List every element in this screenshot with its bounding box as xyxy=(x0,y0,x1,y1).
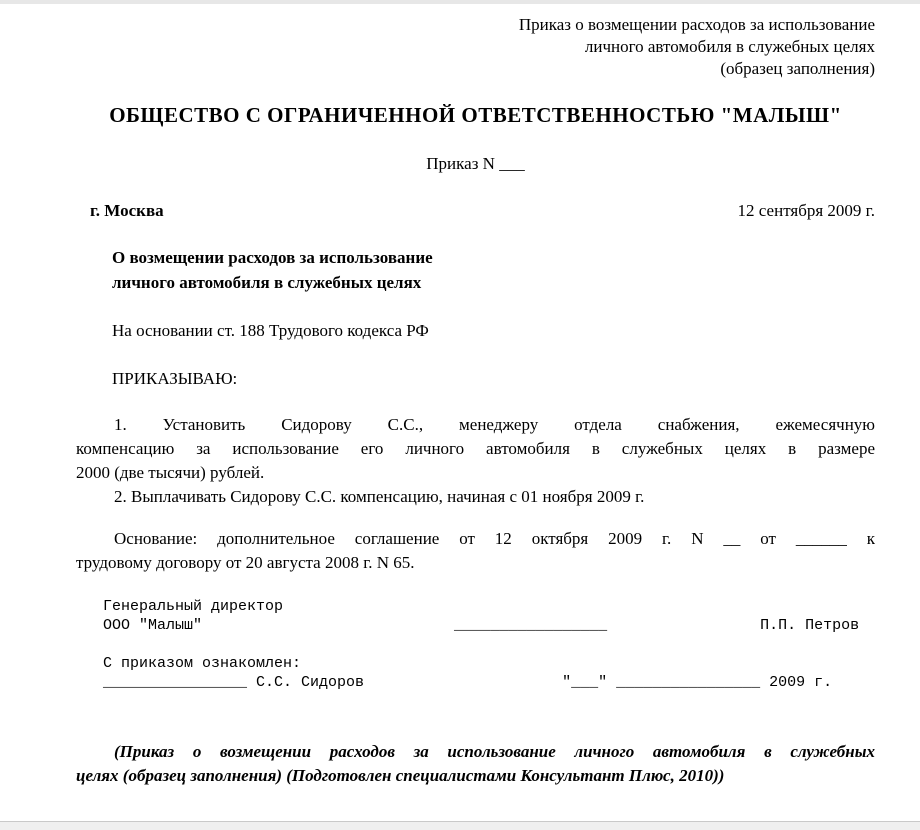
order-item-1-line-2: компенсацию за использование его личного автомобиля в служебных целях в размере xyxy=(76,439,875,458)
director-signature-row: ООО "Малыш" _________________ П.П. Петров xyxy=(103,617,860,634)
order-number-line: Приказ N ___ xyxy=(426,154,525,173)
legal-basis: На основании ст. 188 Трудового кодекса РФ xyxy=(112,321,429,340)
decree-word: ПРИКАЗЫВАЮ: xyxy=(112,369,238,388)
order-item-1 xyxy=(76,413,875,485)
company-title: ОБЩЕСТВО С ОГРАНИЧЕННОЙ ОТВЕТСТВЕННОСТЬЮ "МАЛЫШ" xyxy=(109,103,842,127)
order-item-1-line-3: 2000 (две тысячи) рублей. xyxy=(76,463,265,482)
footer-note-line-2: целях (образец заполнения) (Подготовлен специалистами Консультант Плюс, 2010)) xyxy=(76,766,725,785)
acknowledgement-label: С приказом ознакомлен: xyxy=(103,655,302,672)
order-subject-line-1: О возмещении расходов за использование xyxy=(112,248,433,267)
footer-note-line-1: (Приказ о возмещении расходов за использование личного автомобиля в служебных xyxy=(114,742,875,761)
acknowledgement-row: ________________ С.С. Сидоров "___" ________________ 2009 г. xyxy=(103,674,833,691)
header-caption-line-2: личного автомобиля в служебных целях xyxy=(584,37,875,56)
order-item-2: 2. Выплачивать Сидорову С.С. компенсацию, начиная с 01 ноября 2009 г. xyxy=(114,487,645,506)
director-title: Генеральный директор xyxy=(103,598,284,615)
page-top-edge xyxy=(0,0,920,4)
signature-block xyxy=(103,597,875,692)
city-label: г. Москва xyxy=(90,201,164,220)
document-header-caption xyxy=(76,14,875,80)
header-caption-line-1: Приказ о возмещении расходов за использование xyxy=(518,15,875,34)
grounds-line-1: Основание: дополнительное соглашение от 12 октября 2009 г. N __ от ______ к xyxy=(114,529,875,548)
grounds-paragraph xyxy=(76,527,875,575)
header-caption-line-3: (образец заполнения) xyxy=(720,59,875,78)
city-date-row xyxy=(76,199,875,223)
order-subject xyxy=(112,245,875,295)
date-label: 12 сентября 2009 г. xyxy=(737,201,875,220)
signature-blank-line xyxy=(103,635,875,654)
grounds-line-2: трудовому договору от 20 августа 2008 г. N 65. xyxy=(76,553,415,572)
horizontal-scrollbar-track[interactable] xyxy=(0,821,920,830)
order-subject-line-2: личного автомобиля в служебных целях xyxy=(112,273,422,292)
order-item-1-line-1: 1. Установить Сидорову С.С., менеджеру отдела снабжения, ежемесячную xyxy=(114,415,875,434)
footer-note xyxy=(76,740,875,788)
